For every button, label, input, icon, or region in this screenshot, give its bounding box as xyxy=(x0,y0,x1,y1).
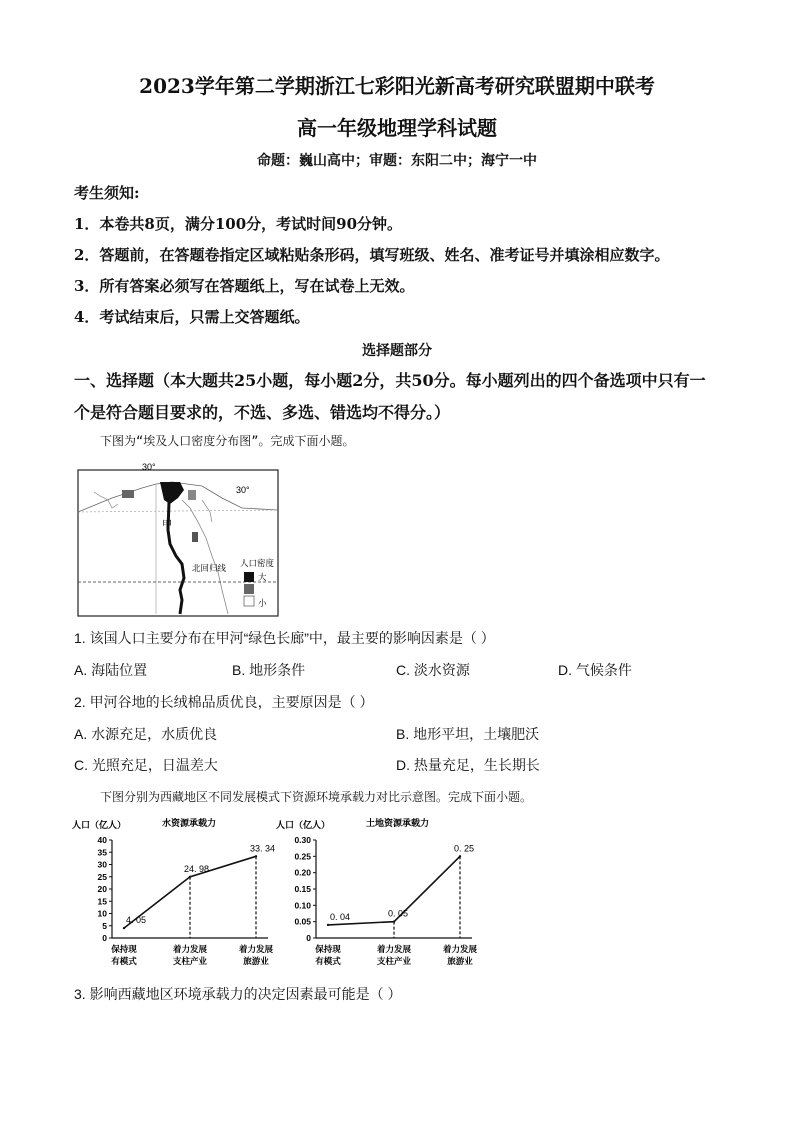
land-data-point xyxy=(327,924,329,926)
section-title: 选择题部分 xyxy=(362,343,432,359)
section-instruction-line1: 一、选择题（本大题共25小题，每小题2分，共50分。每小题列出的四个备选项中只有一 xyxy=(74,371,706,390)
settlement-east xyxy=(192,532,198,542)
land-ytick-label: 0.30 xyxy=(294,835,311,845)
water-ylabel: 人口（亿人） xyxy=(72,820,127,830)
water-ytick-label: 0 xyxy=(102,933,107,943)
group1-intro: 下图为“埃及人口密度分布图”。完成下面小题。 xyxy=(100,434,355,448)
land-value-label: 0. 25 xyxy=(454,843,475,854)
land-category-label: 保持现 xyxy=(315,944,341,954)
water-data-point xyxy=(123,927,125,929)
question-1-option-c: C. 淡水资源 xyxy=(396,662,470,678)
lat-label-right: 30° xyxy=(236,485,250,495)
land-category-label: 有模式 xyxy=(315,956,341,966)
land-category-label: 支柱产业 xyxy=(376,956,412,966)
group2-intro: 下图分别为西藏地区不同发展模式下资源环境承载力对比示意图。完成下面小题。 xyxy=(100,790,533,804)
question-1-stem: 1. 该国人口主要分布在甲河“绿色长廊”中，最主要的影响因素是（ ） xyxy=(74,630,495,646)
land-data-point xyxy=(393,920,395,922)
oasis-west xyxy=(122,490,134,498)
exam-title: 2023学年第二学期浙江七彩阳光新高考研究联盟期中联考 xyxy=(139,74,655,98)
water-category-label: 着力发展 xyxy=(172,944,208,954)
water-ytick-label: 5 xyxy=(102,920,107,931)
water-ytick-label: 10 xyxy=(97,908,107,919)
water-category-label: 保持现 xyxy=(111,944,137,954)
exam-byline: 命题：巍山高中；审题：东阳二中；海宁一中 xyxy=(257,153,537,169)
exam-subtitle: 高一年级地理学科试题 xyxy=(297,116,497,140)
land-data-point xyxy=(459,855,461,857)
question-1-option-a: A. 海陆位置 xyxy=(74,662,148,678)
water-data-point xyxy=(255,855,257,857)
tropic-label: 北回归线 xyxy=(192,563,227,573)
water-ytick-label: 35 xyxy=(97,847,107,858)
water-category-label: 有模式 xyxy=(111,956,137,966)
question-2-option-b: B. 地形平坦，土壤肥沃 xyxy=(396,726,540,742)
land-ytick-label: 0.05 xyxy=(294,916,311,927)
water-value-label: 4. 05 xyxy=(126,915,147,926)
land-value-label: 0. 04 xyxy=(330,911,351,922)
lat-label-top: 30° xyxy=(142,462,156,472)
legend-swatch-low xyxy=(244,596,254,606)
question-2-option-d: D. 热量充足，生长期长 xyxy=(396,757,540,773)
water-category-label: 旅游业 xyxy=(243,956,269,966)
question-2-option-a: A. 水源充足，水质优良 xyxy=(74,726,218,742)
legend-high: 大 xyxy=(258,572,267,582)
water-resource-chart xyxy=(72,814,284,974)
question-1-option-d: D. 气候条件 xyxy=(558,662,632,678)
question-3-stem: 3. 影响西藏地区环境承载力的决定因素最可能是（ ） xyxy=(74,986,402,1002)
land-ytick-label: 0 xyxy=(306,933,311,943)
notice-item-1: 1．本卷共8页，满分100分，考试时间90分钟。 xyxy=(74,215,403,233)
question-2-stem: 2. 甲河谷地的长绒棉品质优良，主要原因是（ ） xyxy=(74,694,374,710)
water-ytick-label: 25 xyxy=(97,871,107,882)
land-ylabel: 人口（亿人） xyxy=(276,820,331,830)
notice-item-2: 2．答题前，在答题卷指定区域粘贴条形码，填写班级、姓名、准考证号并填涂相应数字。 xyxy=(74,246,670,264)
land-ytick-label: 0.15 xyxy=(294,884,311,894)
section-instruction-line2: 个是符合题目要求的，不选、多选、错选均不得分。） xyxy=(74,403,451,422)
water-ytick-label: 30 xyxy=(97,859,107,870)
notice-item-4: 4．考试结束后，只需上交答题纸。 xyxy=(74,308,310,326)
land-category-label: 着力发展 xyxy=(376,944,412,954)
notice-item-3: 3．所有答案必须写在答题纸上，写在试卷上无效。 xyxy=(74,277,415,295)
question-2-option-c: C. 光照充足，日温差大 xyxy=(74,757,218,773)
water-ytick-label: 20 xyxy=(97,884,107,894)
water-ytick-label: 15 xyxy=(97,896,107,907)
question-1-option-b: B. 地形条件 xyxy=(232,662,306,678)
water-ytick-label: 40 xyxy=(97,835,107,845)
land-title: 土地资源承载力 xyxy=(366,818,430,828)
land-ytick-label: 0.25 xyxy=(294,851,311,862)
legend-swatch-mid xyxy=(244,584,254,594)
notice-heading: 考生须知: xyxy=(74,184,140,202)
legend-low: 小 xyxy=(258,598,267,608)
egypt-population-map xyxy=(72,460,284,620)
water-category-label: 支柱产业 xyxy=(172,956,208,966)
legend-swatch-high xyxy=(244,572,254,582)
land-value-label: 0. 05 xyxy=(388,908,409,919)
land-category-label: 着力发展 xyxy=(442,944,478,954)
land-category-label: 旅游业 xyxy=(447,956,473,966)
land-resource-chart xyxy=(276,814,488,974)
water-value-label: 24. 98 xyxy=(184,863,210,874)
land-ytick-label: 0.10 xyxy=(294,900,311,911)
canal-zone xyxy=(188,490,196,500)
legend-title: 人口密度 xyxy=(240,558,275,568)
water-title: 水资源承载力 xyxy=(162,818,217,828)
land-ytick-label: 0.20 xyxy=(294,867,311,878)
water-data-point xyxy=(189,876,191,878)
water-value-label: 33. 34 xyxy=(250,843,276,854)
river-label: 甲 xyxy=(162,520,172,531)
water-category-label: 着力发展 xyxy=(238,944,274,954)
